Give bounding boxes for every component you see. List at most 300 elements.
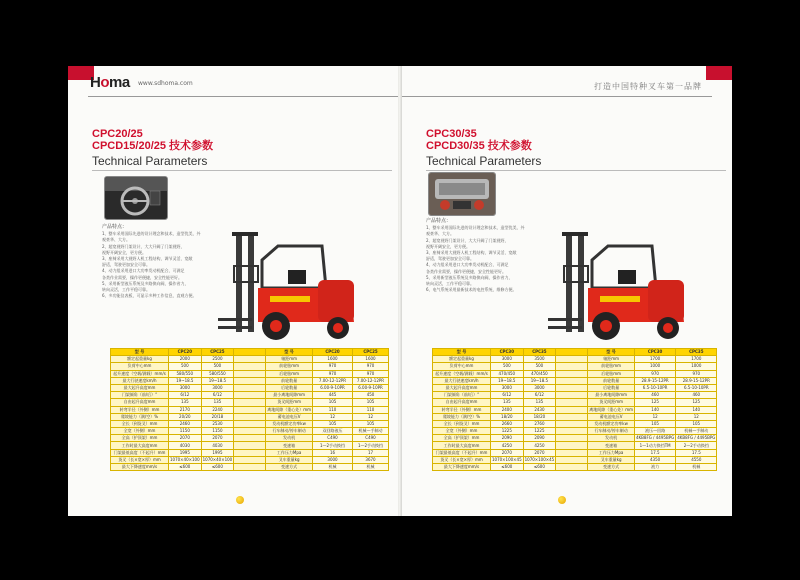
table-cell: 970 bbox=[353, 370, 389, 377]
table-cell: 1700 bbox=[635, 356, 676, 363]
table-cell: 970 bbox=[313, 370, 353, 377]
table-cell: 转弯半径（外侧）mm bbox=[433, 406, 491, 413]
table-cell: CPC35 bbox=[523, 349, 556, 356]
table-cell bbox=[556, 399, 588, 406]
table-cell: 3000 bbox=[313, 456, 353, 463]
table-cell: 额定起重量kg bbox=[433, 356, 491, 363]
table-cell: 1700 bbox=[676, 356, 717, 363]
table-cell: 后轮数量 bbox=[588, 384, 635, 391]
table-cell: 500 bbox=[523, 363, 556, 370]
table-cell: 前轮数量 bbox=[266, 377, 313, 384]
table-cell: CPC20 bbox=[169, 349, 202, 356]
table-cell: 460 bbox=[676, 392, 717, 399]
table-row bbox=[433, 449, 717, 456]
table-cell: 2070 bbox=[523, 449, 556, 456]
table-cell: 1225 bbox=[491, 428, 524, 435]
table-cell: 前轮胎mm bbox=[266, 363, 313, 370]
table-cell: 12 bbox=[353, 413, 389, 420]
table-cell: 125 bbox=[676, 399, 717, 406]
page-marker-dot bbox=[558, 496, 566, 504]
table-cell: 爬坡能力（满/空）% bbox=[111, 413, 169, 420]
table-cell: 2090 bbox=[523, 435, 556, 442]
table-cell: 2000 bbox=[169, 356, 202, 363]
table-row bbox=[111, 363, 389, 370]
table-cell: 2760 bbox=[523, 420, 556, 427]
table-cell: 4550 bbox=[676, 456, 717, 463]
table-cell: 1070×40×100 bbox=[202, 456, 233, 462]
table-cell: 500 bbox=[169, 363, 202, 370]
table-cell bbox=[234, 377, 266, 384]
table-cell bbox=[234, 370, 266, 377]
table-row bbox=[433, 399, 717, 406]
table-cell: CPC20 bbox=[313, 349, 353, 356]
table-cell: 后轮胎mm bbox=[588, 370, 635, 377]
page-title-spec: CPCD30/35 技术参数 bbox=[426, 140, 532, 152]
table-cell: 4350 bbox=[635, 456, 676, 463]
table-cell: 1—2手动换挡 bbox=[313, 442, 353, 449]
table-cell: 1995 bbox=[169, 449, 202, 456]
table-cell: 轴距mm bbox=[266, 356, 313, 363]
table-cell: 6/12 bbox=[523, 392, 556, 399]
table-cell: 全高（护顶架）mm bbox=[433, 435, 491, 442]
feature-line: 4、动力组采用进口大功率发动机配合，可满足 bbox=[426, 262, 509, 268]
table-row bbox=[111, 449, 389, 456]
table-cell: 18/20 bbox=[491, 413, 524, 420]
table-cell: 6/12 bbox=[169, 392, 202, 399]
table-cell: 蓄电池电压V bbox=[588, 413, 635, 420]
table-cell: 4030 bbox=[169, 442, 202, 449]
table-cell: 最小离地间隙mm bbox=[266, 392, 313, 399]
table-cell: 机械—手制动 bbox=[353, 428, 389, 435]
table-cell: 转弯半径（外侧）mm bbox=[111, 406, 169, 413]
table-cell: 型 号 bbox=[433, 349, 491, 356]
features-title: 产品特点： bbox=[426, 218, 452, 224]
feature-line: 转向灵活，工作平稳可靠。 bbox=[102, 287, 150, 293]
table-cell: 6.5-10-10PR bbox=[635, 384, 676, 391]
table-cell: 135 bbox=[523, 399, 556, 406]
table-cell: 19~18.5 bbox=[523, 377, 556, 384]
table-cell bbox=[234, 363, 266, 370]
table-cell: 2400 bbox=[491, 406, 524, 413]
table-cell: 140 bbox=[635, 406, 676, 413]
table-cell: 970 bbox=[353, 363, 389, 370]
table-cell: 货叉间距mm bbox=[266, 399, 313, 406]
table-cell bbox=[234, 349, 266, 356]
table-cell bbox=[234, 406, 266, 413]
table-cell: 1600 bbox=[353, 356, 389, 363]
table-cell: 液力 bbox=[635, 464, 676, 471]
page-marker-dot bbox=[236, 496, 244, 504]
header-rule bbox=[88, 96, 398, 97]
table-cell: 变速方式 bbox=[588, 464, 635, 471]
table-cell: 105 bbox=[676, 420, 717, 427]
table-cell: 1600 bbox=[313, 356, 353, 363]
table-row bbox=[433, 464, 717, 471]
table-cell: 140 bbox=[676, 406, 717, 413]
table-cell bbox=[234, 384, 266, 391]
spec-table bbox=[432, 348, 717, 471]
table-cell: 28.9-15-12PR bbox=[635, 377, 676, 384]
table-cell: 全长（到货叉）mm bbox=[433, 420, 491, 427]
page-title-model: CPC20/25 bbox=[92, 128, 143, 140]
table-cell: 工作压力Mpa bbox=[266, 449, 313, 456]
feature-line: 5、采用新型液压系统及多路换向阀，操作省力， bbox=[102, 280, 189, 286]
feature-line: 6、电气系统采用最新技术的电控系统，维修方便。 bbox=[426, 287, 517, 293]
table-cell: 580/550 bbox=[201, 370, 234, 377]
table-cell: 负荷中心mm bbox=[433, 363, 491, 370]
table-cell bbox=[234, 399, 266, 406]
table-cell bbox=[234, 464, 266, 471]
table-cell: 型 号 bbox=[111, 349, 169, 356]
table-cell: 110 bbox=[313, 406, 353, 413]
table-cell: 门架最低高度（不起升）mm bbox=[433, 449, 491, 456]
table-row bbox=[111, 435, 389, 442]
table-cell: 前轮胎mm bbox=[588, 363, 635, 370]
spec-table bbox=[110, 348, 389, 471]
table-cell bbox=[234, 442, 266, 449]
table-cell: 自由起升高度mm bbox=[111, 399, 169, 406]
table-cell: 机械 bbox=[676, 464, 717, 471]
table-cell: 19~18.5 bbox=[201, 377, 234, 384]
table-cell: 轴距mm bbox=[588, 356, 635, 363]
product-features bbox=[102, 224, 222, 299]
table-cell: 12 bbox=[676, 413, 717, 420]
table-cell: 变速箱 bbox=[588, 442, 635, 449]
table-cell: 470/450 bbox=[523, 370, 556, 377]
table-cell: CPC25 bbox=[201, 349, 234, 356]
left-page bbox=[68, 66, 398, 516]
table-cell bbox=[556, 356, 588, 363]
table-cell: 变速箱 bbox=[266, 442, 313, 449]
table-cell: CPC30 bbox=[491, 349, 524, 356]
table-cell: 105 bbox=[313, 420, 353, 427]
table-cell: 1995 bbox=[201, 449, 234, 456]
table-cell: 12 bbox=[313, 413, 353, 420]
table-cell bbox=[556, 392, 588, 399]
table-cell: CPC30 bbox=[635, 349, 676, 356]
table-cell: ≤600 bbox=[169, 464, 202, 471]
table-cell: 自由起升高度mm bbox=[433, 399, 491, 406]
table-cell bbox=[234, 392, 266, 399]
table-cell: 变速方式 bbox=[266, 464, 313, 471]
feature-line: 5、采用新型液压系统及多路换向阀，操作省力， bbox=[426, 274, 513, 280]
feature-line: 观豪华、大方。 bbox=[426, 231, 454, 237]
table-cell bbox=[234, 356, 266, 363]
table-cell: 门架倾角（前/后）° bbox=[433, 392, 491, 399]
table-cell: C490 bbox=[353, 435, 389, 442]
table-cell: 发动机额定功率kw bbox=[266, 420, 313, 427]
table-cell: 行车制动/停车制动 bbox=[588, 428, 635, 435]
table-cell bbox=[234, 420, 266, 427]
table-cell: 发动机 bbox=[266, 435, 313, 442]
product-features bbox=[426, 218, 546, 293]
table-cell: 105 bbox=[353, 420, 389, 427]
table-row bbox=[433, 413, 717, 420]
table-cell bbox=[556, 456, 588, 463]
table-cell bbox=[556, 349, 588, 356]
table-row bbox=[433, 363, 717, 370]
table-cell: 6/12 bbox=[201, 392, 234, 399]
table-cell: 125 bbox=[635, 399, 676, 406]
table-row bbox=[111, 406, 389, 413]
table-row bbox=[433, 420, 717, 427]
page-subtitle: Technical Parameters bbox=[426, 154, 542, 168]
table-cell: 工作压力Mpa bbox=[588, 449, 635, 456]
table-row bbox=[433, 356, 717, 363]
table-cell: 2170 bbox=[169, 406, 202, 413]
table-cell: 最小离地间隙mm bbox=[588, 392, 635, 399]
table-cell bbox=[556, 413, 588, 420]
table-cell: C490 bbox=[313, 435, 353, 442]
table-row bbox=[111, 442, 389, 449]
table-cell: 470/450 bbox=[491, 370, 524, 377]
table-row bbox=[433, 456, 717, 463]
table-cell: 起升速度（空载/满载）mm/s bbox=[433, 370, 491, 377]
table-row bbox=[111, 464, 389, 471]
table-cell: 17.5 bbox=[635, 449, 676, 456]
feature-line: 视野开阔安全，更方便。 bbox=[102, 249, 146, 255]
table-cell: 全高（护顶架）mm bbox=[111, 435, 169, 442]
table-row bbox=[111, 384, 389, 391]
table-cell: 6.00-9-10PR bbox=[313, 384, 353, 391]
table-cell: 2430 bbox=[523, 406, 556, 413]
table-cell: 970 bbox=[635, 370, 676, 377]
table-cell: 门架最低高度（不起升）mm bbox=[111, 449, 169, 456]
feature-line: 视野开阔安全，更方便。 bbox=[426, 243, 470, 249]
table-cell: 4KB8FG / 4495BPG bbox=[677, 435, 716, 441]
table-header-row bbox=[111, 349, 389, 356]
table-cell: 发动机 bbox=[588, 435, 635, 442]
table-cell: 3000 bbox=[523, 384, 556, 391]
table-cell: 后轮胎mm bbox=[266, 370, 313, 377]
dashboard-photo bbox=[104, 176, 168, 220]
forklift-image bbox=[218, 226, 358, 344]
table-cell: 135 bbox=[201, 399, 234, 406]
page-title-model: CPC30/35 bbox=[426, 128, 477, 140]
table-cell: 500 bbox=[491, 363, 524, 370]
table-cell bbox=[556, 384, 588, 391]
table-cell: 3670 bbox=[353, 456, 389, 463]
table-cell: 最大起升高度mm bbox=[111, 384, 169, 391]
table-cell: 行车制动/停车制动 bbox=[266, 428, 313, 435]
table-cell: 20/18 bbox=[201, 413, 234, 420]
table-cell: 门架倾角（前/后）° bbox=[111, 392, 169, 399]
feature-line: 2、超宽视野门架设计，大大开阔了门架视野， bbox=[102, 243, 185, 249]
feature-line: 1、整车采用国际先进的设计理念和技术，造型优美，外 bbox=[426, 225, 525, 231]
table-cell bbox=[234, 413, 266, 420]
table-cell: 离地间隙（重心处）mm bbox=[267, 406, 312, 412]
feature-line: 3、座椅采用大视野人机工程结构，调节灵活，宽敞 bbox=[102, 256, 193, 262]
table-cell: 3500 bbox=[523, 356, 556, 363]
table-cell bbox=[234, 435, 266, 442]
table-cell bbox=[556, 464, 588, 471]
table-row bbox=[111, 356, 389, 363]
table-row bbox=[433, 370, 717, 377]
table-cell: 2500 bbox=[201, 356, 234, 363]
table-cell: 16 bbox=[313, 449, 353, 456]
forklift-image bbox=[548, 226, 688, 344]
features-title: 产品特点： bbox=[102, 224, 128, 230]
table-cell: 货叉（长×宽×厚）mm bbox=[111, 456, 169, 463]
table-cell: 2—2手动换挡 bbox=[676, 442, 717, 449]
table-cell: CPC25 bbox=[353, 349, 389, 356]
table-cell bbox=[234, 456, 266, 463]
table-row bbox=[111, 370, 389, 377]
table-row bbox=[433, 384, 717, 391]
table-cell: 7.00-12-12PR bbox=[353, 377, 389, 384]
table-cell bbox=[556, 406, 588, 413]
table-cell: 6.5-10-10PR bbox=[676, 384, 717, 391]
title-rule bbox=[426, 170, 726, 171]
table-cell: 445 bbox=[313, 392, 353, 399]
table-row bbox=[111, 456, 389, 463]
table-row bbox=[433, 435, 717, 442]
table-cell: 1—2手动换挡 bbox=[353, 442, 389, 449]
table-cell: 工作时最大高度mm bbox=[111, 442, 169, 449]
feature-line: 转向灵活，工作平稳可靠。 bbox=[426, 281, 474, 287]
table-cell: 6.00-9-10PR bbox=[353, 384, 389, 391]
table-cell: 2240 bbox=[201, 406, 234, 413]
table-cell bbox=[556, 435, 588, 442]
table-row bbox=[111, 399, 389, 406]
table-cell: 1150 bbox=[201, 428, 234, 435]
table-row bbox=[433, 377, 717, 384]
table-cell: 17 bbox=[353, 449, 389, 456]
table-cell: 17.5 bbox=[676, 449, 717, 456]
table-cell bbox=[556, 363, 588, 370]
table-cell: 工作时最大高度mm bbox=[433, 442, 491, 449]
table-cell: 叉车重量kg bbox=[588, 456, 635, 463]
table-cell bbox=[556, 428, 588, 435]
table-cell: 20/20 bbox=[169, 413, 202, 420]
table-cell: 发动机额定功率kw bbox=[588, 420, 635, 427]
table-cell: 970 bbox=[676, 370, 717, 377]
table-cell: 起升速度（空载/满载）mm/s bbox=[111, 370, 169, 377]
table-cell: 970 bbox=[313, 363, 353, 370]
table-cell: 19~18.5 bbox=[491, 377, 524, 384]
table-cell: 4250 bbox=[491, 442, 524, 449]
table-cell: 19~18.5 bbox=[169, 377, 202, 384]
table-cell: 2070 bbox=[169, 435, 202, 442]
header-rule bbox=[402, 96, 712, 97]
table-cell: 爬坡能力（满/空）% bbox=[433, 413, 491, 420]
table-cell: 2530 bbox=[201, 420, 234, 427]
feature-line: 舒适，驾驶更加安全可靠。 bbox=[102, 262, 150, 268]
table-cell: 1—1动力换挡TM bbox=[635, 442, 676, 449]
table-cell: 6/12 bbox=[491, 392, 524, 399]
table-cell: 最大行驶速度km/h bbox=[111, 377, 169, 384]
table-row bbox=[433, 406, 717, 413]
feature-line: 舒适，驾驶更加安全可靠。 bbox=[426, 256, 474, 262]
table-cell: 双回路液压 bbox=[313, 428, 353, 435]
table-cell: 1000 bbox=[676, 363, 717, 370]
table-cell: 3000 bbox=[491, 356, 524, 363]
title-rule bbox=[92, 170, 392, 171]
table-cell: 500 bbox=[201, 363, 234, 370]
brand-slogan: 打造中国特种叉车第一品牌 bbox=[594, 82, 702, 91]
red-tab bbox=[706, 66, 732, 80]
table-cell: 2070 bbox=[201, 435, 234, 442]
table-cell: 450 bbox=[353, 392, 389, 399]
table-cell: 105 bbox=[353, 399, 389, 406]
table-cell: CPC35 bbox=[676, 349, 717, 356]
table-cell: 1150 bbox=[169, 428, 202, 435]
table-cell: 货叉间距mm bbox=[588, 399, 635, 406]
feature-line: 4、动力组采用进口大功率发动机配合，可满足 bbox=[102, 268, 185, 274]
page-subtitle: Technical Parameters bbox=[92, 154, 208, 168]
table-cell: 1225 bbox=[523, 428, 556, 435]
table-cell: 4030 bbox=[201, 442, 234, 449]
table-cell bbox=[556, 442, 588, 449]
right-page bbox=[402, 66, 732, 516]
table-cell: 最大下降速度mm/s bbox=[433, 464, 491, 471]
table-cell: 最大行驶速度km/h bbox=[433, 377, 491, 384]
table-row bbox=[111, 392, 389, 399]
table-cell: 18/20 bbox=[523, 413, 556, 420]
table-cell: 2460 bbox=[169, 420, 202, 427]
table-cell: 1070×100×45 bbox=[492, 456, 522, 462]
table-cell: 105 bbox=[313, 399, 353, 406]
table-cell: 28.9-15-12PR bbox=[676, 377, 717, 384]
table-cell: 额定起重量kg bbox=[111, 356, 169, 363]
table-cell: 2070 bbox=[491, 449, 524, 456]
table-cell: 机械—手制动 bbox=[676, 428, 717, 435]
table-cell bbox=[556, 420, 588, 427]
table-cell: 2090 bbox=[491, 435, 524, 442]
table-row bbox=[111, 420, 389, 427]
feature-line: 6、多功能仪表板，可显示多种工作信息，直观方便。 bbox=[102, 293, 197, 299]
feature-line: 观豪华、大方。 bbox=[102, 237, 130, 243]
table-cell: 4KB8FG / 4495BPG bbox=[636, 435, 675, 441]
table-row bbox=[111, 377, 389, 384]
table-cell: 液压—回路 bbox=[635, 428, 676, 435]
feature-line: 各类作业需要，操作更便捷，安全性能更好。 bbox=[426, 268, 506, 274]
table-cell: 型 号 bbox=[266, 349, 313, 356]
table-cell: 4250 bbox=[523, 442, 556, 449]
table-row bbox=[433, 392, 717, 399]
feature-line: 1、整车采用国际先进的设计理念和技术，造型优美，外 bbox=[102, 231, 201, 237]
table-cell: 110 bbox=[353, 406, 389, 413]
page-title-spec: CPCD15/20/25 技术参数 bbox=[92, 140, 214, 152]
table-cell: 580/550 bbox=[169, 370, 202, 377]
table-cell: 135 bbox=[491, 399, 524, 406]
table-row bbox=[111, 428, 389, 435]
table-cell: 1000 bbox=[635, 363, 676, 370]
table-cell: 最大起升高度mm bbox=[433, 384, 491, 391]
table-cell: 135 bbox=[169, 399, 202, 406]
website-url: www.sdhoma.com bbox=[138, 80, 193, 87]
table-cell: 离地间隙（重心处）mm bbox=[589, 406, 634, 412]
table-cell: 3000 bbox=[201, 384, 234, 391]
table-cell: 机械 bbox=[353, 464, 389, 471]
table-cell: 货叉（长×宽×厚）mm bbox=[433, 456, 491, 463]
table-cell: 全长（到货叉）mm bbox=[111, 420, 169, 427]
table-cell: 机械 bbox=[313, 464, 353, 471]
table-cell: 7.00-12-12PR bbox=[313, 377, 353, 384]
table-cell: ≤600 bbox=[201, 464, 234, 471]
table-cell bbox=[556, 449, 588, 456]
table-row bbox=[433, 442, 717, 449]
table-cell: 前轮数量 bbox=[588, 377, 635, 384]
table-cell: 2660 bbox=[491, 420, 524, 427]
table-cell: 叉车重量kg bbox=[266, 456, 313, 463]
table-row bbox=[433, 428, 717, 435]
table-cell: 3000 bbox=[491, 384, 524, 391]
feature-line: 2、超宽视野门架设计，大大开阔了门架视野， bbox=[426, 237, 509, 243]
table-row bbox=[111, 413, 389, 420]
table-cell: 1070×40×100 bbox=[170, 456, 200, 462]
homa-logo: Homa bbox=[90, 74, 130, 91]
